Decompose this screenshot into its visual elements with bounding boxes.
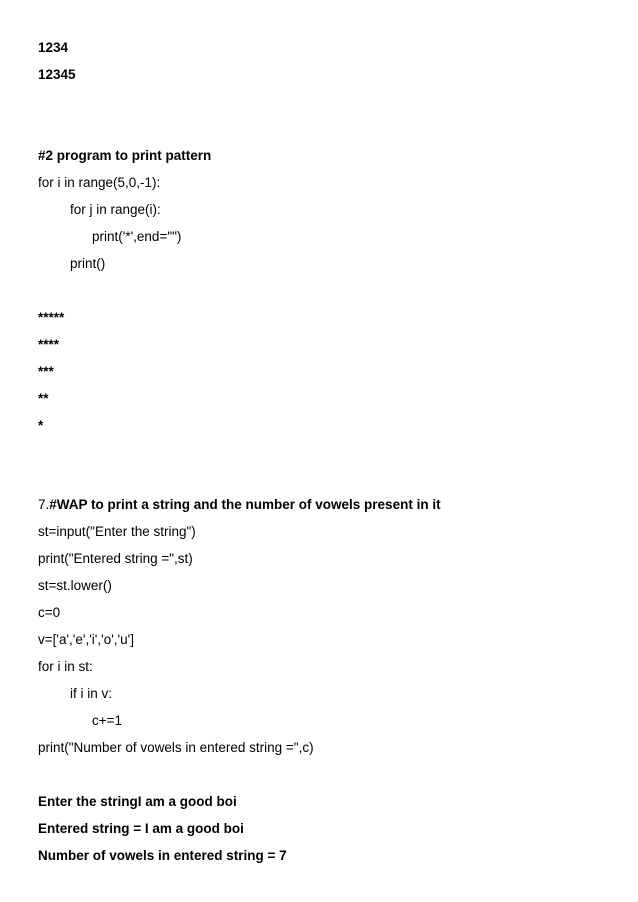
code-line: c=0 <box>38 605 61 620</box>
program-output-line: Enter the stringI am a good boi <box>38 794 237 809</box>
section-7-title: #WAP to print a string and the number of vowels present in it <box>49 497 441 512</box>
code-line: if i in v: <box>70 686 113 701</box>
code-line: v=['a','e','i','o','u'] <box>38 632 134 647</box>
code-line: print("Number of vowels in entered string =",c) <box>38 740 314 755</box>
code-line: st=st.lower() <box>38 578 112 593</box>
code-line: print() <box>70 256 106 271</box>
pattern-output-line: * <box>38 418 44 433</box>
output-line-1: 1234 <box>38 40 69 55</box>
pattern-output-line: ***** <box>38 310 65 325</box>
program-output-line: Entered string = I am a good boi <box>38 821 244 836</box>
code-line: c+=1 <box>92 713 123 728</box>
code-line: for j in range(i): <box>70 202 161 217</box>
code-line: print("Entered string =",st) <box>38 551 193 566</box>
code-line: st=input("Enter the string") <box>38 524 196 539</box>
program-output-line: Number of vowels in entered string = 7 <box>38 848 287 863</box>
section-7-number: 7. <box>38 497 50 512</box>
code-line: print('*',end="") <box>92 229 182 244</box>
pattern-output-line: *** <box>38 364 54 379</box>
section-2-heading: #2 program to print pattern <box>38 148 212 163</box>
section-7-heading <box>38 497 441 513</box>
code-line: for i in st: <box>38 659 93 674</box>
pattern-output-line: ** <box>38 391 49 406</box>
code-line: for i in range(5,0,-1): <box>38 175 161 190</box>
pattern-output-line: **** <box>38 337 60 352</box>
output-line-2: 12345 <box>38 67 76 82</box>
